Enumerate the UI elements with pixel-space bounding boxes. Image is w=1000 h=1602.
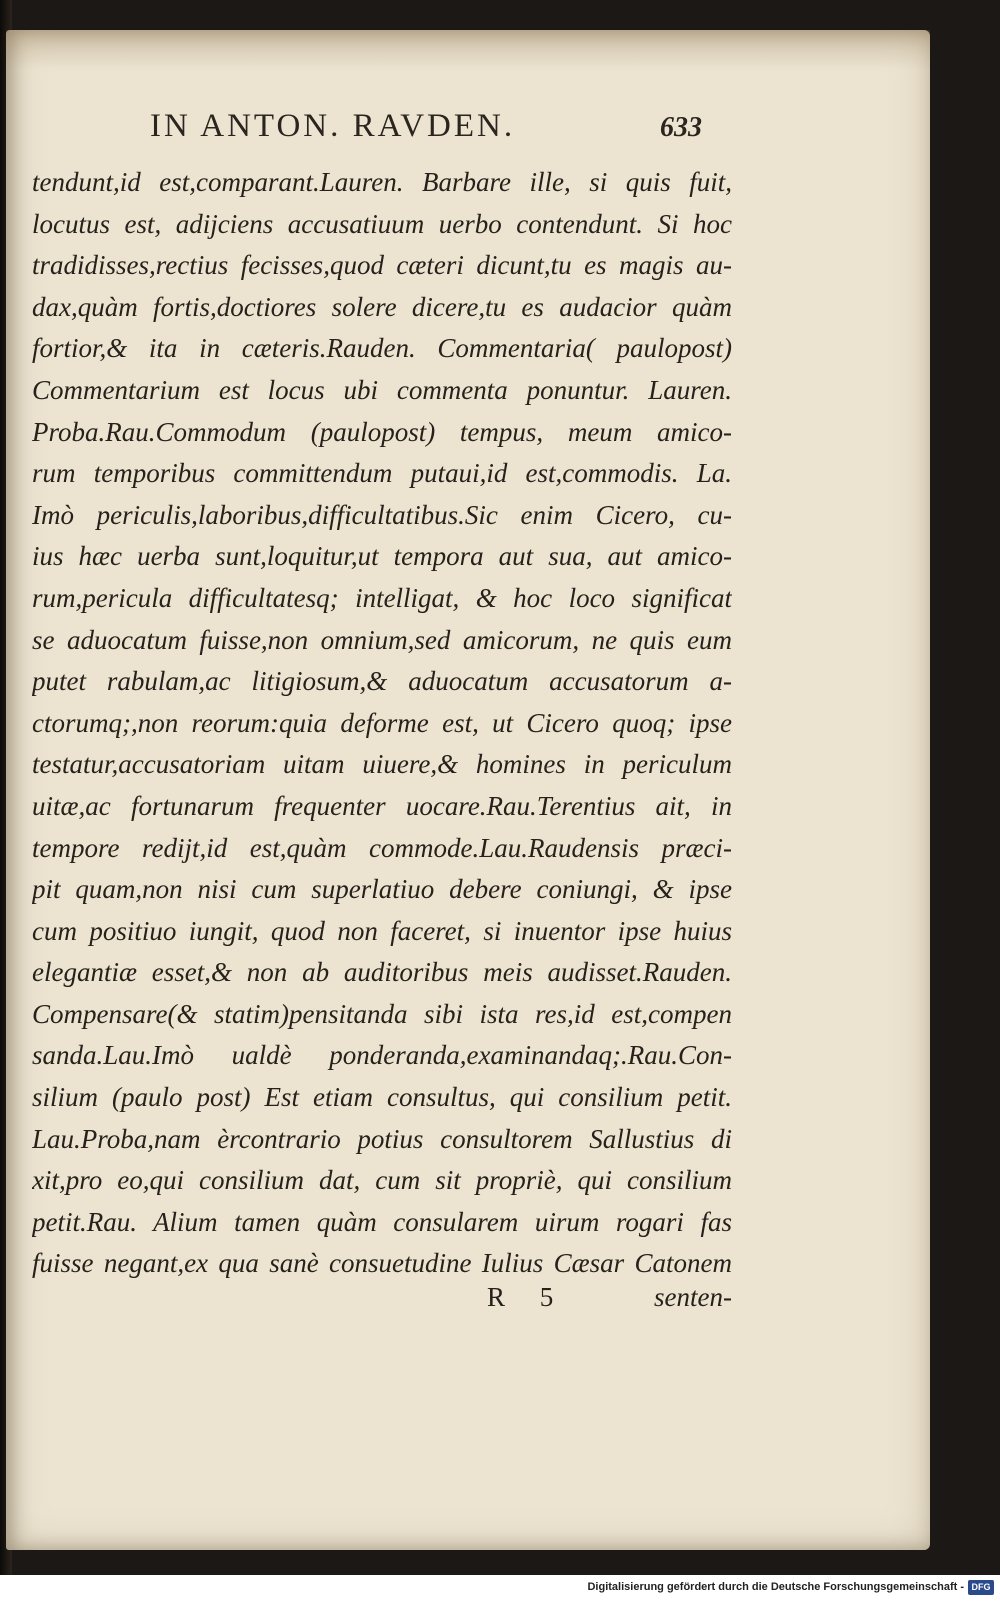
text-line: putet rabulam,ac litigiosum,& aduocatum accusatorum a- <box>32 666 732 697</box>
page-footer <box>32 1282 732 1324</box>
text-line: petit.Rau. Alium tamen quàm consularem uirum rogari fas <box>32 1206 732 1237</box>
text-line: elegantiæ esset,& non ab auditoribus meis audisset.Rauden. <box>32 957 732 988</box>
text-line: Lau.Proba,nam èrcontrario potius consultorem Sallustius di <box>32 1123 732 1154</box>
text-line: dax,quàm fortis,doctiores solere dicere,tu es audacior quàm <box>32 291 732 322</box>
credit-bar <box>0 1575 1000 1602</box>
text-line: testatur,accusatoriam uitam uiuere,& homines in periculum <box>32 749 732 780</box>
text-line: Proba.Rau.Commodum (paulopost) tempus, meum amico- <box>32 416 732 447</box>
text-line: ius hæc uerba sunt,loquitur,ut tempora aut sua, aut amico- <box>32 541 732 572</box>
dfg-logo-icon: DFG <box>968 1580 994 1595</box>
text-line: xit,pro eo,qui consilium dat, cum sit propriè, qui consilium <box>32 1165 732 1196</box>
page-stain <box>6 30 930 70</box>
text-line: rum,pericula difficultatesq; intelligat, & hoc loco significat <box>32 582 732 613</box>
text-line: tempore redijt,id est,quàm commode.Lau.Raudensis præci- <box>32 832 732 863</box>
text-line: Compensare(& statim)pensitanda sibi ista res,id est,compen <box>32 998 732 1029</box>
text-line: Commentarium est locus ubi commenta ponuntur. Lauren. <box>32 374 732 405</box>
text-line: sanda.Lau.Imò ualdè ponderanda,examinandaq;.Rau.Con- <box>32 1040 732 1071</box>
text-line: ctorumq;,non reorum:quia deforme est, ut Cicero quoq; ipse <box>32 707 732 738</box>
text-line: fuisse negant,ex qua sanè consuetudine Iulius Cæsar Catonem <box>32 1248 732 1279</box>
text-line: locutus est, adijciens accusatiuum uerbo contendunt. Si hoc <box>32 208 732 239</box>
text-line: se aduocatum fuisse,non omnium,sed amicorum, ne quis eum <box>32 624 732 655</box>
text-line: pit quam,non nisi cum superlatiuo debere coniungi, & ipse <box>32 874 732 905</box>
text-line: silium (paulo post) Est etiam consultus, qui consilium petit. <box>32 1082 732 1113</box>
text-line: tendunt,id est,comparant.Lauren. Barbare ille, si quis fuit, <box>32 167 732 197</box>
credit-text: Digitalisierung gefördert durch die Deutsche Forschungsgemeinschaft - <box>587 1581 964 1593</box>
text-line: Imò periculis,laboribus,difficultatibus.Sic enim Cicero, cu- <box>32 499 732 530</box>
text-line: cum positiuo iungit, quod non faceret, si inuentor ipse huius <box>32 915 732 946</box>
text-block <box>32 162 732 1285</box>
page-number: 633 <box>660 112 702 143</box>
running-head: IN ANTON. RAVDEN. <box>150 108 516 144</box>
text-line: uitæ,ac fortunarum frequenter uocare.Rau.Terentius ait, in <box>32 790 732 821</box>
text-line: rum temporibus committendum putaui,id est,commodis. La. <box>32 458 732 489</box>
catchword: senten- <box>654 1282 732 1312</box>
text-line: tradidisses,rectius fecisses,quod cæteri dicunt,tu es magis au- <box>32 250 732 281</box>
text-line: fortior,& ita in cæteris.Rauden. Commentaria( paulopost) <box>32 333 732 364</box>
signature-mark: R 5 <box>487 1282 568 1312</box>
